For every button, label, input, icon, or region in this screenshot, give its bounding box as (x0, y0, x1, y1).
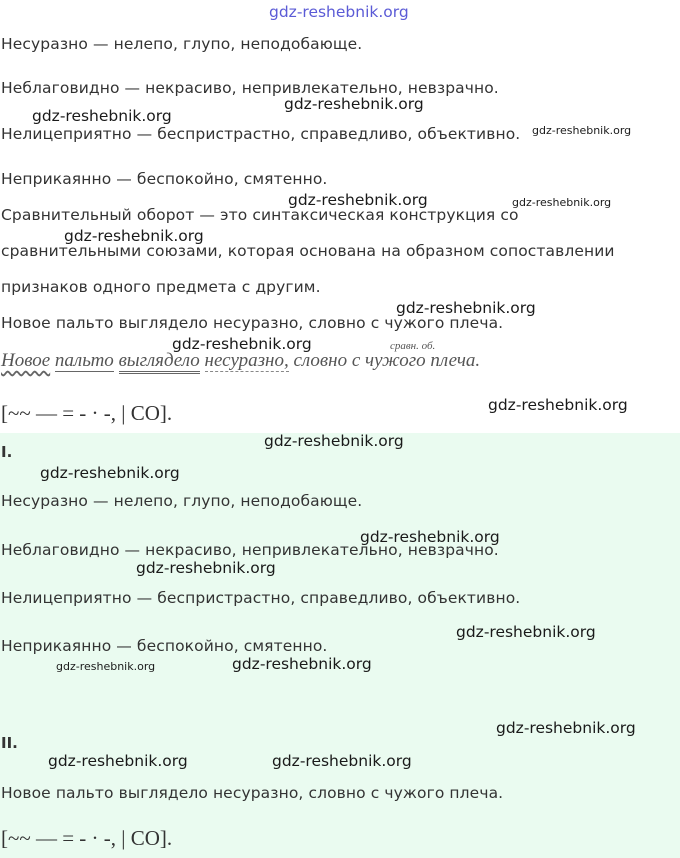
watermark: gdz-reshebnik.org (48, 752, 188, 770)
sentence-scheme: [~~ — = - · -, | СО]. (1, 826, 173, 850)
parsed-word-attribute: Новое (1, 350, 51, 371)
parsed-word-predicate: выглядело (119, 350, 200, 374)
definition-line: Неприкаянно — беспокойно, смятенно. (1, 170, 328, 188)
parsed-phrase: с чужого плеча. (351, 350, 481, 371)
parsed-word-subject: пальто (54, 350, 114, 371)
comparative-definition: сравнительными союзами, которая основана на образном сопоставлении (1, 242, 615, 260)
watermark: gdz-reshebnik.org (272, 752, 412, 770)
watermark: gdz-reshebnik.org (532, 124, 632, 137)
watermark: gdz-reshebnik.org (264, 432, 404, 450)
comparative-definition: Сравнительный оборот — это синтаксическая конструкция со (1, 206, 519, 224)
watermark-top: gdz-reshebnik.org (269, 3, 409, 21)
watermark: gdz-reshebnik.org (396, 299, 536, 317)
watermark: gdz-reshebnik.org (172, 335, 312, 353)
section-heading: II. (1, 734, 18, 752)
watermark: gdz-reshebnik.org (488, 396, 628, 414)
comparative-label: сравн. об. (390, 340, 436, 352)
example-sentence: Новое пальто выглядело несуразно, словно с чужого плеча. (1, 314, 504, 332)
comparative-definition: признаков одного предмета с другим. (1, 278, 321, 296)
definition-line: Неблаговидно — некрасиво, непривлекательно, невзрачно. (1, 79, 499, 97)
watermark: gdz-reshebnik.org (360, 528, 500, 546)
watermark: gdz-reshebnik.org (288, 191, 428, 209)
parsed-word-adverbial: несуразно, (204, 350, 289, 371)
parsed-word-conjunction: словно (293, 350, 348, 371)
watermark: gdz-reshebnik.org (456, 623, 596, 641)
parsed-sentence (1, 350, 480, 372)
watermark: gdz-reshebnik.org (40, 464, 180, 482)
example-sentence: Новое пальто выглядело несуразно, словно с чужого плеча. (1, 784, 504, 802)
watermark: gdz-reshebnik.org (232, 655, 372, 673)
watermark: gdz-reshebnik.org (496, 719, 636, 737)
definition-line: Неблаговидно — некрасиво, непривлекательно, невзрачно. (1, 541, 499, 559)
watermark: gdz-reshebnik.org (284, 95, 424, 113)
watermark: gdz-reshebnik.org (32, 107, 172, 125)
sentence-scheme: [~~ — = - · -, | СО]. (1, 401, 173, 425)
definition-line: Нелицеприятно — беспристрастно, справедливо, объективно. (1, 125, 521, 143)
definition-line: Несуразно — нелепо, глупо, неподобающе. (1, 35, 363, 53)
section-heading: I. (1, 443, 13, 461)
definition-line: Несуразно — нелепо, глупо, неподобающе. (1, 492, 363, 510)
definition-line: Нелицеприятно — беспристрастно, справедливо, объективно. (1, 589, 521, 607)
watermark: gdz-reshebnik.org (56, 660, 156, 673)
watermark: gdz-reshebnik.org (64, 227, 204, 245)
definition-line: Неприкаянно — беспокойно, смятенно. (1, 637, 328, 655)
watermark: gdz-reshebnik.org (136, 559, 276, 577)
watermark: gdz-reshebnik.org (512, 196, 612, 209)
